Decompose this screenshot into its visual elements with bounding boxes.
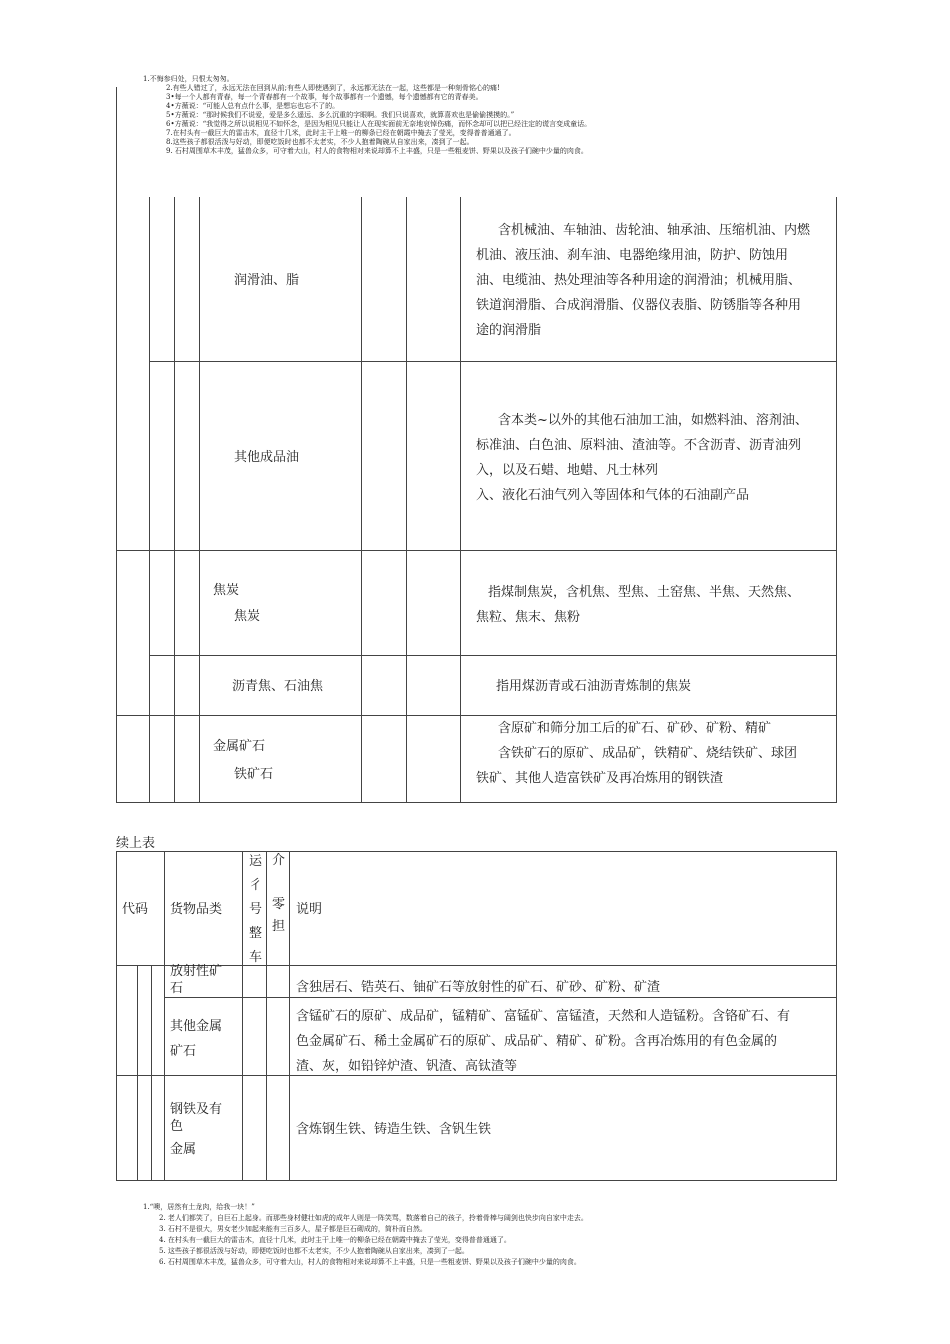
- row-name: 焦炭: [234, 609, 261, 624]
- desc-line: 油、电缆油、热处理油等各种用途的润滑油；机械用脂、: [476, 273, 802, 288]
- continued-label: 续上表: [116, 836, 156, 851]
- bottom-note: 2. 老人们都笑了，自巨石上起身。而那些身材健壮如虎的成年人则是一阵笑骂，数落着自己的孩子，拎着骨棒与阔剑也快步向自家中走去。: [159, 1214, 588, 1222]
- desc-line: 入、液化石油气列入等固体和气体的石油副产品: [476, 488, 750, 503]
- grid-line: [116, 802, 837, 803]
- grid-line: [242, 851, 243, 1181]
- row-desc: [476, 580, 836, 630]
- top-notes-rest: [166, 84, 591, 156]
- row-desc: [476, 716, 836, 791]
- grid-line: [151, 965, 152, 1180]
- bottom-notes: [143, 1202, 255, 1213]
- grid-line: [116, 851, 117, 1181]
- top-note: 9. 石村周围草木丰茂，猛兽众多，可守着大山，村人的食物相对来说却算不上丰盛，只是一些粗麦饼、野果以及孩子们碗中少量的肉食。: [166, 147, 588, 155]
- row-name: 铁矿石: [234, 767, 274, 782]
- bottom-note: 1.“噢，居然有土龙肉，给我一块！”: [143, 1203, 255, 1211]
- grid-line: [289, 851, 290, 1181]
- header-char: 零: [272, 897, 286, 912]
- top-note: 6•方薇说：“我觉得之所以说相见不如怀念，是因为相见只能让人在现实面前无奈地哀悼伤痛，而怀念却可以把已经注定的谎言变成童话。: [166, 120, 592, 128]
- grid-line: [266, 851, 267, 1181]
- row-name: [170, 1014, 222, 1064]
- name-line: 放射性矿: [170, 964, 223, 979]
- desc-line: 色金属矿石、稀土金属矿石的原矿、成品矿、精矿、矿粉。含再冶炼用的有色金属的: [296, 1034, 778, 1049]
- desc-line: 含本类~以外的其他石油加工油，如燃料油、溶剂油、: [498, 413, 808, 428]
- name-line: 矿石: [170, 1044, 197, 1059]
- top-note: 4•方薇说：“可能人总有点什么事，是想忘也忘不了的。: [166, 102, 340, 110]
- grid-line: [149, 197, 150, 803]
- name-line: 其他金属: [170, 1019, 223, 1034]
- row-name: [170, 1101, 222, 1158]
- desc-line: 含原矿和筛分加工后的矿石、矿砂、矿粉、精矿: [498, 721, 772, 736]
- desc-line: 含炼钢生铁、铸造生铁、含钒生铁: [296, 1122, 492, 1137]
- desc-line: 含铁矿石的原矿、成品矿，铁精矿、烧结铁矿、球团: [498, 746, 798, 761]
- header-code: 代码: [122, 902, 149, 917]
- header-char: 彳: [249, 878, 263, 893]
- grid-line: [406, 197, 407, 803]
- desc-line: 铁道润滑脂、合成润滑脂、仪器仪表脂、防锈脂等各种用: [476, 298, 802, 313]
- header-rate: [272, 850, 286, 938]
- header-desc: 说明: [296, 902, 323, 917]
- top-note: 7.在村头有一截巨大的雷击木，直径十几米，此时主干上唯一的柳条已经在朝霞中掩去了莹光，变得普普通通了。: [166, 129, 516, 137]
- row-name: 其他成品油: [234, 450, 300, 465]
- name-line: 色: [170, 1119, 184, 1134]
- row-desc: [296, 1004, 790, 1079]
- header-char: 运: [249, 854, 263, 869]
- desc-line: 机油、液压油、刹车油、电器绝缘用油，防护、防蚀用: [476, 248, 789, 263]
- desc-line: 铁矿、其他人造富铁矿及再冶炼用的钢铁渣: [476, 771, 724, 786]
- header-char: 车: [249, 950, 263, 965]
- row-group: 焦炭: [213, 583, 240, 598]
- row-name: 沥青焦、石油焦: [232, 679, 324, 694]
- grid-line: [199, 197, 200, 803]
- grid-line: [361, 197, 362, 803]
- grid-line: [116, 87, 117, 803]
- desc-line: 入，以及石蜡、地蜡、凡士林列: [476, 463, 659, 478]
- desc-line: 指煤制焦炭，含机焦、型焦、土窑焦、半焦、天然焦、: [488, 585, 801, 600]
- row-desc: [476, 218, 836, 343]
- grid-line: [164, 851, 165, 1181]
- top-note: 2.有些人错过了，永远无法在回到从前;有些人即使遇到了，永远都无法在一起，这些都是一种刻骨铭心的痛!: [166, 84, 500, 92]
- bottom-notes-rest: [159, 1213, 588, 1268]
- grid-line: [460, 197, 461, 803]
- name-line: 石: [170, 981, 184, 996]
- grid-line: [116, 1180, 837, 1181]
- desc-line: 标准油、白色油、原料油、渣油等。不含沥青、沥青油列: [476, 438, 802, 453]
- grid-line: [149, 361, 837, 362]
- top-note: 1.不悔参归处，只恨太匆匆。: [143, 75, 234, 83]
- header-char: 整: [249, 926, 263, 941]
- header-char: 担: [272, 919, 286, 934]
- row-name: [170, 963, 222, 997]
- header-char: 介: [272, 853, 286, 868]
- row-name: 润滑油、脂: [234, 273, 300, 288]
- desc-line: 途的润滑脂: [476, 323, 542, 338]
- desc-line: 含机械油、车轴油、齿轮油、轴承油、压缩机油、内燃: [498, 223, 811, 238]
- grid-line: [116, 965, 837, 966]
- top-note: 8.这些孩子都很活泼与好动，即便吃饭时也都不太老实，不少人抱着陶碗从自家出来，凑到了一起。: [166, 138, 474, 146]
- grid-line: [836, 197, 837, 803]
- name-line: 钢铁及有: [170, 1102, 223, 1117]
- bottom-note: 4. 在村头有一截巨大的雷击木，直径十几米，此时主干上唯一的柳条已经在朝霞中掩去了莹光，变得普普通通了。: [159, 1236, 511, 1244]
- row-group: 金属矿石: [213, 739, 266, 754]
- grid-line: [137, 965, 138, 1180]
- header-char: 号: [249, 902, 263, 917]
- top-notes: [143, 75, 234, 84]
- desc-line: 指用煤沥青或石油沥青炼制的焦炭: [496, 679, 692, 694]
- grid-line: [116, 851, 837, 852]
- row-desc: [476, 408, 836, 508]
- desc-line: 渣、灰，如铅锌炉渣、钒渣、高钛渣等: [296, 1059, 518, 1074]
- grid-line: [836, 851, 837, 1181]
- row-desc: [476, 674, 836, 699]
- top-note: 3•每一个人都有青春，每一个青春都有一个故事，每个故事都有一个遗憾，每个遗憾都有它的青春美。: [166, 93, 483, 101]
- header-freight: [249, 850, 263, 970]
- row-desc: [296, 1117, 491, 1142]
- desc-line: 含锰矿石的原矿、成品矿，锰精矿、富锰矿、富锰渣，天然和人造锰粉。含铬矿石、有: [296, 1009, 791, 1024]
- top-note: 5•方薇说：“那时候我们不说爱，爱是多么遥远、多么沉重的字眼啊。我们只说喜欢，就算喜欢也是偷偷摸摸的。”: [166, 111, 515, 119]
- row-desc: [296, 975, 660, 1000]
- grid-line: [116, 550, 837, 551]
- desc-line: 焦粒、焦末、焦粉: [476, 610, 581, 625]
- header-category: 货物品类: [170, 902, 223, 917]
- grid-line: [174, 197, 175, 803]
- grid-line: [149, 655, 837, 656]
- name-line: 金属: [170, 1142, 197, 1157]
- desc-line: 含独居石、锆英石、铀矿石等放射性的矿石、矿砂、矿粉、矿渣: [296, 980, 661, 995]
- bottom-note: 3. 石村不是很大，男女老少加起来能有三百多人，屋子都是巨石砌成的，简朴而自然。: [159, 1225, 427, 1233]
- bottom-note: 6. 石村周围草木丰茂，猛兽众多，可守着大山，村人的食物相对来说却算不上丰盛，只是一些粗麦饼、野果以及孩子们碗中少量的肉食。: [159, 1258, 581, 1266]
- bottom-note: 5. 这些孩子都很活泼与好动，即便吃饭时也都不太老实，不少人抱着陶碗从自家出来，凑到了一起。: [159, 1247, 469, 1255]
